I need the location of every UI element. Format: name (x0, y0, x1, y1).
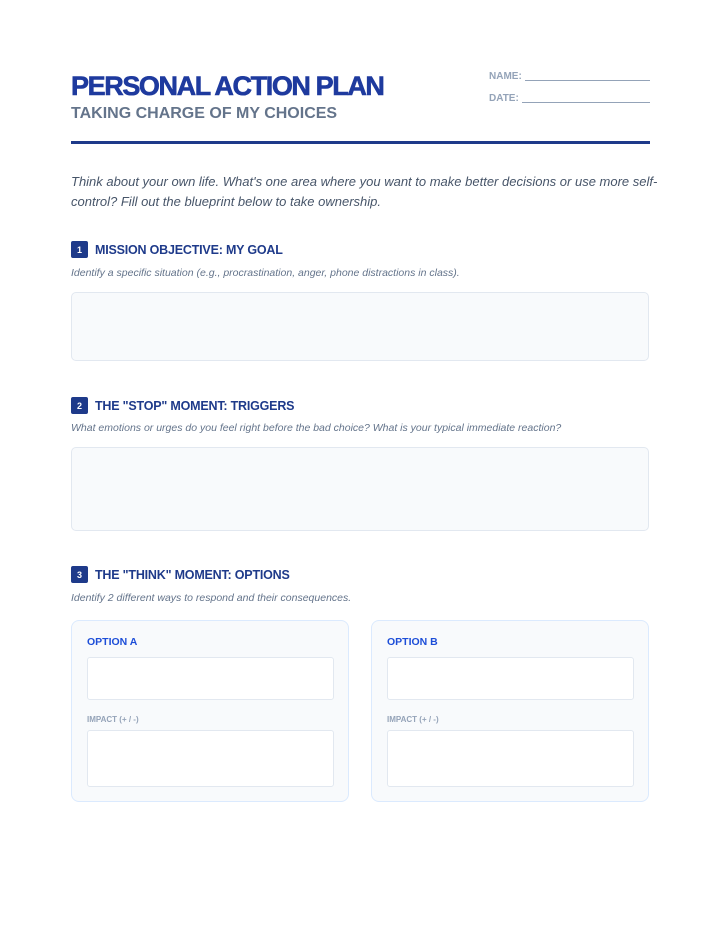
section-2-description: What emotions or urges do you feel right before the bad choice? What is your typical immediate reaction? (71, 422, 562, 434)
intro-text: Think about your own life. What's one area where you want to make better decisions or use more self-control? Fill out the blueprint below to take ownership. (71, 174, 658, 209)
section-2-title: THE "STOP" MOMENT: TRIGGERS (95, 398, 295, 413)
section-2-heading (71, 397, 294, 414)
name-field[interactable] (489, 71, 650, 83)
option-b-card (371, 620, 649, 802)
section-3-number-badge: 3 (71, 566, 88, 583)
section-1-title: MISSION OBJECTIVE: MY GOAL (95, 242, 283, 257)
section-3-description: Identify 2 different ways to respond and their consequences. (71, 592, 352, 604)
goal-answer-box[interactable] (71, 292, 649, 361)
page-title: PERSONAL ACTION PLAN (71, 71, 384, 101)
header-divider (71, 141, 650, 144)
section-3-title: THE "THINK" MOMENT: OPTIONS (95, 567, 290, 582)
section-2-number-badge: 2 (71, 397, 88, 414)
option-a-card (71, 620, 349, 802)
option-b-impact-field[interactable] (387, 730, 634, 787)
section-1-number-badge: 1 (71, 241, 88, 258)
option-a-title: OPTION A (87, 636, 138, 648)
option-a-impact-field[interactable] (87, 730, 334, 787)
section-3-heading (71, 566, 290, 583)
option-b-response-field[interactable] (387, 657, 634, 700)
date-label: DATE: (489, 93, 519, 104)
option-b-title: OPTION B (387, 636, 438, 648)
triggers-answer-box[interactable] (71, 447, 649, 531)
page-subtitle: TAKING CHARGE OF MY CHOICES (71, 105, 338, 122)
date-field[interactable] (489, 93, 650, 105)
section-1-description: Identify a specific situation (e.g., procrastination, anger, phone distractions in class). (71, 267, 460, 279)
name-label: NAME: (489, 71, 522, 82)
date-input-line[interactable] (522, 102, 650, 103)
option-a-response-field[interactable] (87, 657, 334, 700)
section-1-heading (71, 241, 283, 258)
option-b-impact-label: IMPACT (+ / -) (387, 715, 439, 724)
name-input-line[interactable] (525, 80, 650, 81)
option-a-impact-label: IMPACT (+ / -) (87, 715, 139, 724)
